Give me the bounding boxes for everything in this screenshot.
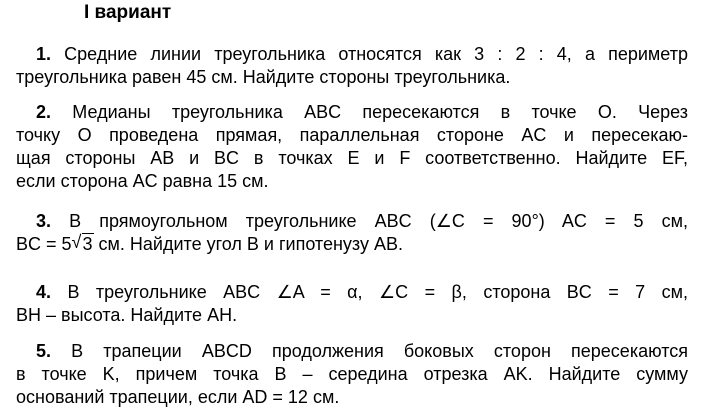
- variant-title: I вариант: [84, 2, 172, 23]
- problem-5-line-1: [16, 340, 688, 363]
- problem-2-line-4: если сторона AC равна 15 см.: [16, 171, 269, 191]
- radical-sign-icon: √: [71, 232, 82, 252]
- problem-3-text-1: В прямоугольном треугольнике ABC (∠C = 90°) AC = 5 см,: [69, 211, 688, 231]
- problem-5: [16, 340, 688, 409]
- problem-2-text-1: Медианы треугольника ABC пересекаются в точке O. Через: [72, 102, 688, 122]
- problem-5-line-3: оснований трапеции, если AD = 12 см.: [16, 387, 340, 407]
- problem-2-line-3: щая стороны AB и BC в точках E и F соответственно. Найдите EF,: [16, 148, 688, 168]
- problem-1-text-1: Средние линии треугольника относятся как 3 : 2 : 4, а периметр: [64, 44, 688, 64]
- problem-3-text-2b: см. Найдите угол B и гипотенузу AB.: [93, 234, 403, 254]
- problem-3-line-1: [16, 210, 688, 233]
- problem-4-number: 4.: [36, 282, 52, 302]
- problem-4-line-1: [16, 281, 688, 304]
- problem-3-text-2a: BC = 5: [16, 234, 72, 254]
- problem-2-number: 2.: [36, 102, 52, 122]
- problem-1: [16, 43, 688, 89]
- problem-2-line-1: [16, 101, 688, 124]
- square-root-symbol: [72, 233, 94, 256]
- radicand: 3: [82, 234, 93, 254]
- problem-2-line-2: точку O проведена прямая, параллельная стороне AC и пересекаю-: [16, 125, 688, 145]
- problem-1-line-2: треугольника равен 45 см. Найдите стороны треугольника.: [16, 67, 511, 87]
- problem-5-line-2: в точке K, причем точка B – середина отрезка AK. Найдите сумму: [16, 364, 688, 384]
- problem-3: [16, 210, 688, 256]
- problem-2: [16, 101, 688, 193]
- problem-4-line-2: BH – высота. Найдите AH.: [16, 305, 238, 325]
- problem-5-text-1: В трапеции ABCD продолжения боковых сторон пересекаются: [71, 341, 688, 361]
- problem-3-line-2: [16, 233, 688, 256]
- problem-4-text-1: В треугольнике ABC ∠A = α, ∠C = β, сторона BC = 7 см,: [67, 282, 688, 302]
- problem-1-number: 1.: [36, 44, 52, 64]
- problem-3-number: 3.: [36, 211, 52, 231]
- problem-4: [16, 281, 688, 327]
- problem-1-line-1: [16, 43, 688, 66]
- problem-5-number: 5.: [36, 341, 52, 361]
